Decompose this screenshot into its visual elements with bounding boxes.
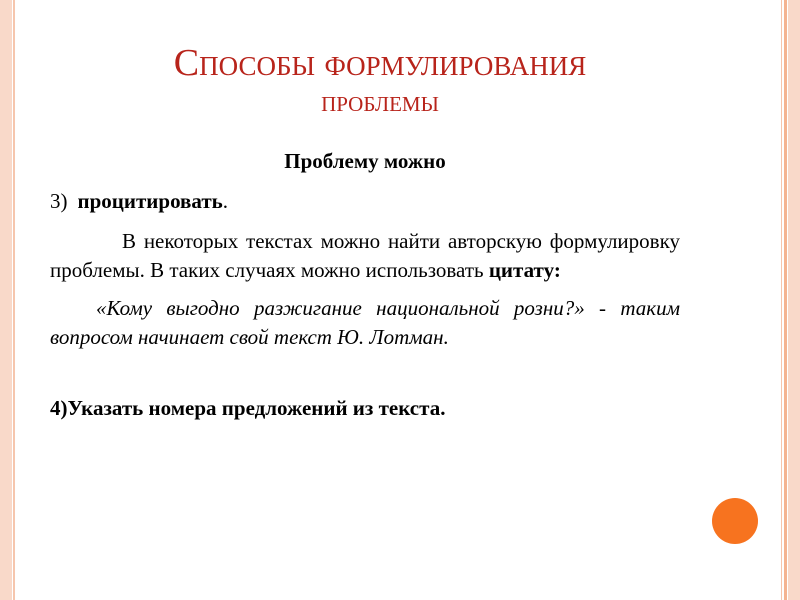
- left-border-decoration: [0, 0, 12, 600]
- slide-body: [50, 146, 680, 424]
- item-4: 4)Указать номера предложений из текста.: [50, 395, 446, 420]
- item-3-number: 3): [50, 188, 68, 213]
- right-border-thin-line: [781, 0, 782, 600]
- right-border-decoration: [788, 0, 800, 600]
- paragraph-citation: [50, 227, 680, 286]
- left-border-line: [13, 0, 15, 600]
- quote-text: «Кому выгодно разжигание национальной розни?» - таким вопросом начинает свой текст Ю. Лотман.: [50, 295, 680, 350]
- right-border-line: [784, 0, 787, 600]
- orange-circle-decoration: [712, 498, 758, 544]
- paragraph-citation-text: В некоторых текстах можно найти авторскую формулировку проблемы. В таких случаях можно использовать: [50, 229, 680, 283]
- item-3: [50, 186, 680, 218]
- item-3-dot: .: [222, 188, 229, 213]
- paragraph-citation-bold: цитату:: [488, 258, 561, 283]
- item-3-text: процитировать: [77, 188, 223, 213]
- slide-title: [60, 42, 700, 118]
- title-line-2: проблемы: [321, 84, 439, 118]
- intro-text: Проблему можно: [284, 149, 446, 173]
- title-line-1: Способы формулирования: [173, 42, 587, 84]
